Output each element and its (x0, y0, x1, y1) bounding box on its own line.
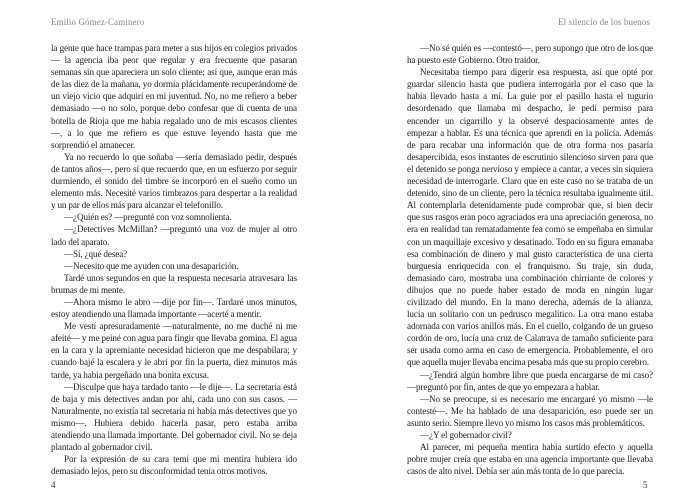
page-number: 5 (643, 480, 648, 490)
paragraph: —No sé quién es —contestó—, pero supongo que otro de los que ha puesto este Gobierno. Otro traidor. (407, 43, 653, 66)
paragraph: Tardé unos segundos en que la respuesta necesaria atravesara las brumas de mi mente. (51, 272, 297, 295)
paragraph: Necesitaba tiempo para digerir esa respuesta, así que opté por guardar silencio hasta que pudiera interrogarla por el caso que la había llevado hasta a mí. La guie por el pasillo hasta el tugurio desordenado que llamaba mi despacho, le pedí permiso para encender un cigarrillo y la observé despaciosamente antes de empezar a hablar. Es una técnica que aprendí en la policía. Además de para recabar una información que de otra forma nos pasaría desapercibida, esos instantes de escrutinio silencioso sirven para que el detenido se ponga nervioso y empiece a cantar, a veces sin siquiera necesidad de interrogarle. Claro que en este caso no se trataba de un detenido, sino de un cliente, pero la técnica resultaba igualmente útil. Al contemplarla detenidamente pude comprobar que, si bien decir que sus rasgos eran poco agraciados era una apreciación generosa, no era en realidad tan rematadamente fea como se empeñaba en simular con un maquillaje excesivo y desatinado. Todo en su figura emanaba esa combinación de dinero y mal gusto característica de una cierta burguesía enriquecida con el franquismo. Su traje, sin duda, demasiado caro, mostraba una combinación chirriante de colores y dibujos que no puede haber estado de moda en ningún lugar civilizado del mundo. En la mano derecha, además de la alianza, lucía un solitario con un pedrusco megalítico. La otra mano estaba adornada con varios anillos más. En el cuello, colgando de un grueso cordón de oro, lucía una cruz de Calatrava de tamaño suficiente para ser usada como arma en caso de emergencia. Probablemente, el oro que aquella mujer llevaba encima pesaba más que su propio cerebro. (407, 67, 653, 368)
paragraph: —No se preocupe, si es necesario me encargaré yo mismo —le contesté—. Me ha hablado de una desaparición, eso puede ser un asunto serio. Siempre llevo yo mismo los casos más problemáticos. (407, 393, 653, 428)
left-page (0, 0, 350, 490)
page-number: 4 (51, 480, 56, 490)
running-head-author: Emilio Gómez-Caminero (51, 17, 145, 27)
paragraph: —¿Detectives McMillan? —preguntó una voz de mujer al otro lado del aparato. (51, 224, 297, 247)
right-page (350, 0, 700, 490)
paragraph: Me vestí apresuradamente —naturalmente, no me duché ni me afeité— y me peiné con agua para fingir que llevaba gomina. El agua en la cara y la apremiante necesidad hicieron que me despabilara; y cuando bajé la escalera y le abrí por fin la puerta, diez minutos más tarde, ya había pergeñado una bonita excusa. (51, 321, 297, 380)
page-body (51, 42, 297, 477)
paragraph: Al parecer, mi pequeña mentira había surtido efecto y aquella pobre mujer creía que estaba en una agencia importante que llevaba casos de alto nivel. Debía ser aún más tonta de lo que parecía. (407, 442, 653, 477)
running-head-title: El silencio de los buenos (558, 17, 650, 27)
paragraph: —Ahora mismo le abro —dije por fin—. Tardaré unos minutos, estoy atendiendo una llamada importante —acerté a mentir. (51, 296, 297, 320)
paragraph: la gente que hace trampas para meter a sus hijos en colegios privados— la agencia iba peor que regular y era frecuente que pasaran semanas sin que apareciera un solo cliente; así que, aunque eran más de las diez de la mañana, yo dormía plácidamente recuperándome de un viejo vicio que adquirí en mi juventud. No, no me refiero a beber demasiado —o no solo, porque debo confesar que di cuenta de una botella de Rioja que me había regalado uno de mis escasos clientes—, a lo que me refiero es que estuve leyendo hasta que me sorprendió el amanecer. (51, 43, 297, 150)
page-body (407, 42, 653, 477)
paragraph: Ya no recuerdo lo que soñaba —sería demasiado pedir, después de tantos años—, pero sí que recuerdo que, en un esfuerzo por seguir durmiendo, el sonido del timbre se incorporó en el sueño como un elemento más. Necesité varios timbrazos para despertar a la realidad y un par de ellos más para alcanzar el telefonillo. (51, 151, 297, 211)
paragraph: Por la expresión de su cara temí que mi mentira hubiera ido demasiado lejos, pero su disconformidad tenía otros motivos. (51, 454, 297, 477)
paragraph: —Sí, ¿qué desea? (64, 248, 128, 259)
paragraph: —Necesito que me ayuden con una desaparición. (64, 260, 239, 271)
paragraph: —Disculpe que haya tardado tanto —le dije—. La secretaria está de baja y mis detectives andan por ahí, cada uno con sus casos. —Naturalmente, no existía tal secretaria ni había más detectives que yo mismo—. Hubiera debido hacerla pasar, pero estaba arriba atendiendo una llamada importante. Del gobernador civil. No se deja plantado al gobernador civil. (51, 381, 297, 453)
paragraph: —¿Y el gobernador civil? (420, 430, 512, 440)
paragraph: —¿Tendrá algún hombre libre que pueda encargarse de mi caso? —preguntó por fin, antes de que yo empezara a hablar. (407, 369, 653, 392)
paragraph: —¿Quién es? —pregunté con voz somnolienta. (64, 212, 232, 223)
